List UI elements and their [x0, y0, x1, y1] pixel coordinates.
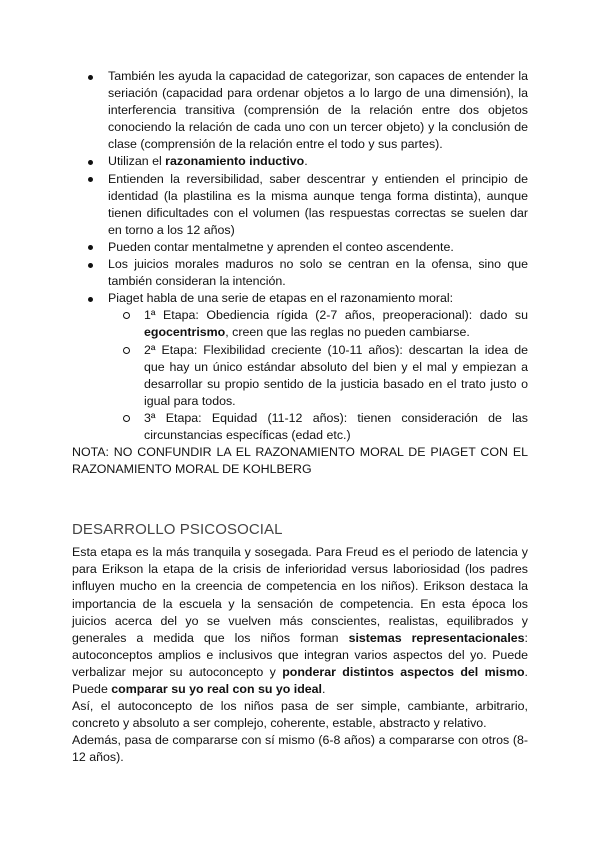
stage-item [108, 342, 528, 410]
bullet-text: Pueden contar mentalmetne y aprenden el conteo ascendente. [108, 239, 454, 254]
stage-bold-text: egocentrismo [144, 325, 226, 340]
stage-item [108, 307, 528, 341]
bullet-list [72, 68, 528, 444]
list-item [72, 153, 528, 170]
paragraph-text: . [322, 682, 326, 696]
bullet-text: Los juicios morales maduros no solo se centran en la ofensa, sino que también consideran la intención. [108, 257, 528, 289]
paragraph-bold-text: sistemas representacionales [348, 630, 525, 645]
section-heading: DESARROLLO PSICOSOCIAL [72, 521, 283, 539]
bullet-text: Utilizan el [108, 154, 166, 169]
bullet-text: Entienden la reversibilidad, saber descentrar y entienden el principio de identidad (la plastilina es la misma aunque tenga forma distinta), aunque tienen dificultades con el volumen (las respuestas correctas se suelen dar en torno a los 12 años) [108, 171, 528, 237]
stage-list [108, 307, 528, 444]
paragraph-text: Esta etapa es la más tranquila y sosegada. Para Freud es el periodo de latencia y para Erikson la etapa de la crisis de inferioridad versus laboriosidad (los padres influyen mucho en la creencia de competencia en los niños). Erikson destaca la importancia de la escuela y la sensación de competencia. En esta época los juicios acerca del yo se vuelven más conscientes, realistas, equilibrados y generales a medida que los niños forman [72, 545, 528, 645]
paragraph [72, 544, 528, 698]
stage-text: , creen que las reglas no pueden cambiarse. [225, 325, 470, 340]
paragraph: Además, pasa de compararse con sí mismo (6-8 años) a compararse con otros (8-12 años). [72, 733, 528, 765]
paragraph: Así, el autoconcepto de los niños pasa de ser simple, cambiante, arbitrario, concreto y absoluto a ser complejo, coherente, estable, abstracto y relativo. [72, 699, 528, 731]
list-item [72, 68, 528, 153]
bullet-text: . [304, 154, 308, 169]
stage-text: 3ª Etapa: Equidad (11-12 años): tienen consideración de las circunstancias específicas (edad etc.) [144, 410, 528, 442]
list-item [72, 290, 528, 444]
paragraph-bold-text: ponderar distintos aspectos del mismo [282, 664, 525, 679]
list-item [72, 239, 528, 256]
stage-item [108, 410, 528, 444]
list-item [72, 171, 528, 239]
bullet-bold-text: razonamiento inductivo [165, 154, 305, 169]
page-content [72, 68, 528, 766]
nota-text: NOTA: NO CONFUNDIR LA EL RAZONAMIENTO MORAL DE PIAGET CON EL RAZONAMIENTO MORAL DE KOHLBERG [72, 445, 528, 477]
bullet-text: Piaget habla de una serie de etapas en el razonamiento moral: [108, 291, 454, 306]
bullet-text: También les ayuda la capacidad de categorizar, son capaces de entender la seriación (capacidad para ordenar objetos a lo largo de una dimensión), la interferencia transitiva (comprensión de la relación entre dos objetos conociendo la relación de cada uno con un tercer objeto) y la conclusión de clase (comprensión de la relación entre el todo y sus partes). [108, 69, 528, 152]
paragraph-text: . Puede [72, 664, 528, 696]
paragraph-bold-text: comparar su yo real con su yo ideal [111, 682, 323, 696]
stage-text: 1ª Etapa: Obediencia rígida (2-7 años, preoperacional): dado su [144, 308, 528, 323]
list-item [72, 256, 528, 290]
stage-text: 2ª Etapa: Flexibilidad creciente (10-11 años): descartan la idea de que hay un único estándar absoluto del bien y el mal y empiezan a desarrollar su propio sentido de la justicia basado en el trato justo o igual para todos. [144, 342, 528, 408]
paragraph-text: : autoconceptos amplios e inclusivos que integran varios aspectos del yo. Puede verbalizar mejor su autoconcepto y [72, 630, 528, 679]
